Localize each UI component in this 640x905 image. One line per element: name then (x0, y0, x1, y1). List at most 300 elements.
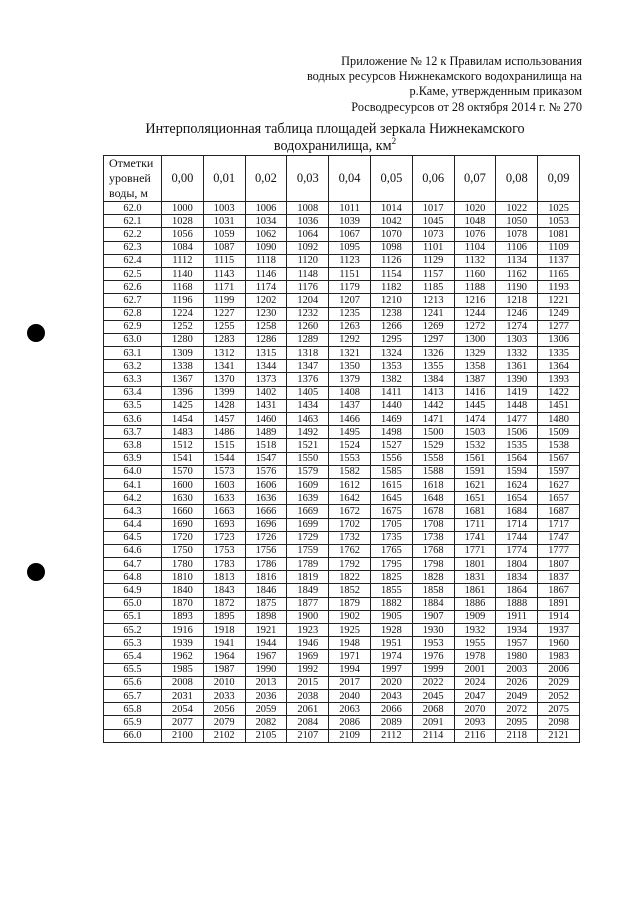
level-cell: 64.7 (104, 558, 162, 571)
level-cell: 65.8 (104, 703, 162, 716)
area-cell: 1185 (412, 281, 454, 294)
appendix-header (282, 54, 582, 115)
area-cell: 1699 (287, 518, 329, 531)
area-cell: 1750 (162, 544, 204, 557)
area-cell: 1983 (538, 650, 580, 663)
area-cell: 1585 (370, 465, 412, 478)
area-cell: 1672 (329, 505, 371, 518)
area-cell: 1615 (370, 478, 412, 491)
area-cell: 2026 (496, 676, 538, 689)
area-cell: 1272 (454, 320, 496, 333)
level-cell: 64.4 (104, 518, 162, 531)
area-cell: 1558 (412, 452, 454, 465)
area-cell: 1978 (454, 650, 496, 663)
area-cell: 1210 (370, 294, 412, 307)
level-cell: 65.0 (104, 597, 162, 610)
area-cell: 1070 (370, 228, 412, 241)
table-row (104, 531, 580, 544)
area-cell: 1483 (162, 426, 204, 439)
table-row (104, 478, 580, 491)
area-cell: 1955 (454, 637, 496, 650)
area-cell: 1098 (370, 241, 412, 254)
punch-hole (27, 563, 45, 581)
table-row (104, 597, 580, 610)
area-cell: 1579 (287, 465, 329, 478)
area-cell: 2102 (203, 729, 245, 742)
area-cell: 1831 (454, 571, 496, 584)
area-cell: 1884 (412, 597, 454, 610)
area-cell: 1875 (245, 597, 287, 610)
area-cell: 1905 (370, 610, 412, 623)
area-cell: 1648 (412, 492, 454, 505)
area-cell: 2040 (329, 689, 371, 702)
area-cell: 1471 (412, 413, 454, 426)
area-cell: 1603 (203, 478, 245, 491)
area-cell: 1050 (496, 215, 538, 228)
area-cell: 1332 (496, 347, 538, 360)
area-cell: 1971 (329, 650, 371, 663)
level-column-header (104, 156, 162, 202)
area-cell: 1992 (287, 663, 329, 676)
area-cell: 1660 (162, 505, 204, 518)
area-cell: 1140 (162, 267, 204, 280)
area-cell: 1101 (412, 241, 454, 254)
area-cell: 1994 (329, 663, 371, 676)
level-cell: 65.6 (104, 676, 162, 689)
area-cell: 1834 (496, 571, 538, 584)
area-cell: 1916 (162, 624, 204, 637)
area-cell: 1798 (412, 558, 454, 571)
table-row (104, 465, 580, 478)
area-cell: 1909 (454, 610, 496, 623)
area-cell: 1269 (412, 320, 454, 333)
area-cell: 1428 (203, 399, 245, 412)
area-cell: 1399 (203, 386, 245, 399)
area-cell: 1469 (370, 413, 412, 426)
area-cell: 1618 (412, 478, 454, 491)
area-cell: 1944 (245, 637, 287, 650)
area-cell: 2006 (538, 663, 580, 676)
area-cell: 2013 (245, 676, 287, 689)
area-cell: 1011 (329, 202, 371, 215)
area-cell: 1877 (287, 597, 329, 610)
area-cell: 1017 (412, 202, 454, 215)
area-cell: 1939 (162, 637, 204, 650)
area-cell: 1888 (496, 597, 538, 610)
table-row (104, 215, 580, 228)
area-cell: 1335 (538, 347, 580, 360)
area-cell: 1976 (412, 650, 454, 663)
level-cell: 63.3 (104, 373, 162, 386)
area-cell: 2082 (245, 716, 287, 729)
title-line-2 (130, 138, 540, 155)
level-cell: 64.3 (104, 505, 162, 518)
area-cell: 1964 (203, 650, 245, 663)
area-cell: 1948 (329, 637, 371, 650)
level-cell: 65.3 (104, 637, 162, 650)
area-cell: 1696 (245, 518, 287, 531)
area-cell: 1402 (245, 386, 287, 399)
area-cell: 1928 (370, 624, 412, 637)
area-cell: 1162 (496, 267, 538, 280)
area-cell: 1762 (329, 544, 371, 557)
area-cell: 1636 (245, 492, 287, 505)
area-cell: 1855 (370, 584, 412, 597)
area-cell: 1738 (412, 531, 454, 544)
area-cell: 1524 (329, 439, 371, 452)
area-cell: 2079 (203, 716, 245, 729)
area-cell: 2001 (454, 663, 496, 676)
table-row (104, 320, 580, 333)
table-row (104, 505, 580, 518)
area-cell: 1550 (287, 452, 329, 465)
area-cell: 1221 (538, 294, 580, 307)
area-cell: 1941 (203, 637, 245, 650)
area-cell: 1474 (454, 413, 496, 426)
table-row (104, 386, 580, 399)
area-cell: 1858 (412, 584, 454, 597)
table-body (104, 202, 580, 743)
area-cell: 2038 (287, 689, 329, 702)
level-cell: 63.0 (104, 333, 162, 346)
area-cell: 1006 (245, 202, 287, 215)
area-cell: 1146 (245, 267, 287, 280)
table-row (104, 202, 580, 215)
area-cell: 2054 (162, 703, 204, 716)
level-cell: 63.7 (104, 426, 162, 439)
area-cell: 1914 (538, 610, 580, 623)
level-cell: 62.6 (104, 281, 162, 294)
area-cell: 1588 (412, 465, 454, 478)
area-cell: 1390 (496, 373, 538, 386)
area-cell: 1477 (496, 413, 538, 426)
area-cell: 2084 (287, 716, 329, 729)
area-cell: 1431 (245, 399, 287, 412)
area-cell: 2121 (538, 729, 580, 742)
area-cell: 1073 (412, 228, 454, 241)
area-cell: 1224 (162, 307, 204, 320)
area-cell: 1087 (203, 241, 245, 254)
area-cell: 1932 (454, 624, 496, 637)
area-cell: 1411 (370, 386, 412, 399)
area-cell: 1445 (454, 399, 496, 412)
area-cell: 2086 (329, 716, 371, 729)
area-cell: 2109 (329, 729, 371, 742)
area-cell: 1669 (287, 505, 329, 518)
area-cell: 1382 (370, 373, 412, 386)
area-cell: 1376 (287, 373, 329, 386)
area-cell: 2091 (412, 716, 454, 729)
table-header-row (104, 156, 580, 202)
area-cell: 1454 (162, 413, 204, 426)
area-cell: 1405 (287, 386, 329, 399)
area-cell: 1003 (203, 202, 245, 215)
area-cell: 1064 (287, 228, 329, 241)
table-row (104, 347, 580, 360)
table-row (104, 373, 580, 386)
area-cell: 1434 (287, 399, 329, 412)
table-row (104, 267, 580, 280)
area-cell: 1112 (162, 254, 204, 267)
area-cell: 1987 (203, 663, 245, 676)
area-cell: 1553 (329, 452, 371, 465)
level-cell: 64.0 (104, 465, 162, 478)
area-cell: 2068 (412, 703, 454, 716)
column-header: 0,00 (162, 156, 204, 202)
level-cell: 62.9 (104, 320, 162, 333)
area-cell: 2107 (287, 729, 329, 742)
area-cell: 2116 (454, 729, 496, 742)
area-cell: 1547 (245, 452, 287, 465)
table-row (104, 307, 580, 320)
area-cell: 1957 (496, 637, 538, 650)
area-cell: 1969 (287, 650, 329, 663)
area-cell: 1810 (162, 571, 204, 584)
area-cell: 1561 (454, 452, 496, 465)
table-row (104, 399, 580, 412)
area-cell: 1990 (245, 663, 287, 676)
area-cell: 1193 (538, 281, 580, 294)
area-cell: 1911 (496, 610, 538, 623)
area-cell: 1416 (454, 386, 496, 399)
area-cell: 1729 (287, 531, 329, 544)
table-row (104, 241, 580, 254)
level-cell: 62.8 (104, 307, 162, 320)
area-cell: 1014 (370, 202, 412, 215)
area-cell: 1792 (329, 558, 371, 571)
level-cell: 64.1 (104, 478, 162, 491)
area-cell: 1062 (245, 228, 287, 241)
area-cell: 1199 (203, 294, 245, 307)
level-cell: 65.9 (104, 716, 162, 729)
area-cell: 2072 (496, 703, 538, 716)
area-cell: 1202 (245, 294, 287, 307)
area-cell: 1925 (329, 624, 371, 637)
area-cell: 1000 (162, 202, 204, 215)
area-cell: 1693 (203, 518, 245, 531)
area-cell: 1132 (454, 254, 496, 267)
area-cell: 1179 (329, 281, 371, 294)
area-cell: 1864 (496, 584, 538, 597)
area-cell: 1081 (538, 228, 580, 241)
level-cell: 63.5 (104, 399, 162, 412)
area-cell: 1570 (162, 465, 204, 478)
table-row (104, 492, 580, 505)
area-cell: 1106 (496, 241, 538, 254)
area-cell: 1216 (454, 294, 496, 307)
area-cell: 1347 (287, 360, 329, 373)
area-cell: 2049 (496, 689, 538, 702)
table-row (104, 716, 580, 729)
area-cell: 1849 (287, 584, 329, 597)
area-cell: 2003 (496, 663, 538, 676)
table-row (104, 360, 580, 373)
area-cell: 1048 (454, 215, 496, 228)
area-cell: 2017 (329, 676, 371, 689)
area-cell: 1532 (454, 439, 496, 452)
area-cell: 1396 (162, 386, 204, 399)
area-cell: 1591 (454, 465, 496, 478)
area-cell: 2056 (203, 703, 245, 716)
area-cell: 1879 (329, 597, 371, 610)
area-cell: 1541 (162, 452, 204, 465)
area-cell: 1882 (370, 597, 412, 610)
area-cell: 1657 (538, 492, 580, 505)
level-cell: 65.7 (104, 689, 162, 702)
area-cell: 1355 (412, 360, 454, 373)
area-cell: 1036 (287, 215, 329, 228)
area-cell: 1329 (454, 347, 496, 360)
area-cell: 1137 (538, 254, 580, 267)
level-cell: 65.2 (104, 624, 162, 637)
level-cell: 63.4 (104, 386, 162, 399)
area-cell: 1321 (329, 347, 371, 360)
area-cell: 1095 (329, 241, 371, 254)
area-cell: 1518 (245, 439, 287, 452)
area-cell: 1303 (496, 333, 538, 346)
area-cell: 1535 (496, 439, 538, 452)
area-cell: 1039 (329, 215, 371, 228)
level-cell: 62.0 (104, 202, 162, 215)
area-cell: 1495 (329, 426, 371, 439)
area-cell: 1148 (287, 267, 329, 280)
area-cell: 1999 (412, 663, 454, 676)
level-cell: 64.8 (104, 571, 162, 584)
area-cell: 1684 (496, 505, 538, 518)
area-cell: 1126 (370, 254, 412, 267)
area-cell: 1886 (454, 597, 496, 610)
area-cell: 2089 (370, 716, 412, 729)
column-header: 0,05 (370, 156, 412, 202)
area-cell: 1442 (412, 399, 454, 412)
table-row (104, 439, 580, 452)
area-cell: 1654 (496, 492, 538, 505)
area-cell: 1078 (496, 228, 538, 241)
area-cell: 1726 (245, 531, 287, 544)
area-cell: 2036 (245, 689, 287, 702)
area-cell: 1393 (538, 373, 580, 386)
area-cell: 1230 (245, 307, 287, 320)
area-cell: 1930 (412, 624, 454, 637)
area-cell: 1364 (538, 360, 580, 373)
area-cell: 1067 (329, 228, 371, 241)
header-line: водных ресурсов Нижнекамского водохранилища на (306, 69, 582, 84)
title-line-2-text: водохранилища, км (273, 138, 392, 154)
area-cell: 1538 (538, 439, 580, 452)
area-cell: 1379 (329, 373, 371, 386)
table-row (104, 413, 580, 426)
area-cell: 1255 (203, 320, 245, 333)
area-cell: 1300 (454, 333, 496, 346)
area-cell: 1324 (370, 347, 412, 360)
area-cell: 1759 (287, 544, 329, 557)
area-cell: 1852 (329, 584, 371, 597)
area-cell: 1358 (454, 360, 496, 373)
area-cell: 1934 (496, 624, 538, 637)
area-cell: 1711 (454, 518, 496, 531)
area-cell: 2066 (370, 703, 412, 716)
area-cell: 1985 (162, 663, 204, 676)
area-cell: 1918 (203, 624, 245, 637)
area-cell: 1457 (203, 413, 245, 426)
area-cell: 1666 (245, 505, 287, 518)
area-cell: 1292 (329, 333, 371, 346)
area-cell: 1807 (538, 558, 580, 571)
area-cell: 1678 (412, 505, 454, 518)
column-header: 0,09 (538, 156, 580, 202)
area-cell: 1440 (370, 399, 412, 412)
area-cell: 1594 (496, 465, 538, 478)
area-cell: 1624 (496, 478, 538, 491)
table-row (104, 676, 580, 689)
level-cell: 62.2 (104, 228, 162, 241)
area-cell: 1783 (203, 558, 245, 571)
area-cell: 1227 (203, 307, 245, 320)
area-cell: 2070 (454, 703, 496, 716)
area-cell: 2061 (287, 703, 329, 716)
area-cell: 1408 (329, 386, 371, 399)
area-cell: 1123 (329, 254, 371, 267)
table-row (104, 518, 580, 531)
level-cell: 62.4 (104, 254, 162, 267)
area-cell: 1822 (329, 571, 371, 584)
area-cell: 1503 (454, 426, 496, 439)
area-cell: 1675 (370, 505, 412, 518)
area-cell: 1422 (538, 386, 580, 399)
area-cell: 1090 (245, 241, 287, 254)
area-cell: 1238 (370, 307, 412, 320)
area-cell: 1702 (329, 518, 371, 531)
area-cell: 1997 (370, 663, 412, 676)
area-cell: 2052 (538, 689, 580, 702)
area-cell: 1951 (370, 637, 412, 650)
area-cell: 1564 (496, 452, 538, 465)
area-cell: 1717 (538, 518, 580, 531)
area-cell: 2095 (496, 716, 538, 729)
level-cell: 65.1 (104, 610, 162, 623)
area-cell: 1846 (245, 584, 287, 597)
area-cell: 1529 (412, 439, 454, 452)
area-cell: 1962 (162, 650, 204, 663)
level-cell: 65.4 (104, 650, 162, 663)
area-cell: 1370 (203, 373, 245, 386)
area-cell: 1663 (203, 505, 245, 518)
area-cell: 1777 (538, 544, 580, 557)
area-cell: 1252 (162, 320, 204, 333)
area-cell: 1512 (162, 439, 204, 452)
level-cell: 63.1 (104, 347, 162, 360)
area-cell: 1486 (203, 426, 245, 439)
level-cell: 62.3 (104, 241, 162, 254)
area-cell: 2098 (538, 716, 580, 729)
area-cell: 1196 (162, 294, 204, 307)
area-cell: 1556 (370, 452, 412, 465)
area-cell: 1498 (370, 426, 412, 439)
area-cell: 1597 (538, 465, 580, 478)
area-cell: 1350 (329, 360, 371, 373)
area-cell: 1967 (245, 650, 287, 663)
area-cell: 1771 (454, 544, 496, 557)
area-cell: 1627 (538, 478, 580, 491)
corner-line: Отметки (109, 156, 154, 170)
area-cell: 1341 (203, 360, 245, 373)
area-cell: 1720 (162, 531, 204, 544)
area-cell: 2105 (245, 729, 287, 742)
area-cell: 1621 (454, 478, 496, 491)
area-cell: 1213 (412, 294, 454, 307)
area-cell: 1283 (203, 333, 245, 346)
header-line: р.Каме, утвержденным приказом (409, 84, 582, 99)
